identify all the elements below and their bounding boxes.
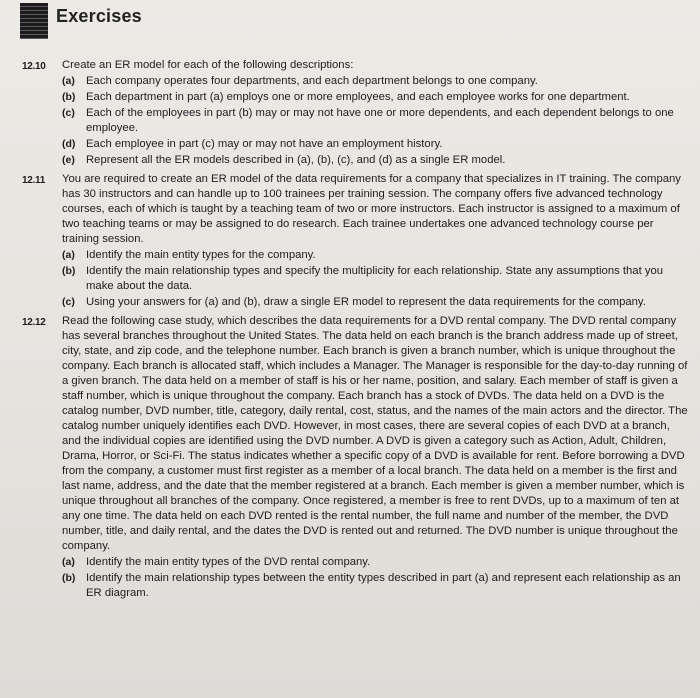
exercise-part	[62, 106, 690, 136]
exercise-12-12	[22, 314, 690, 601]
part-label: (d)	[62, 138, 76, 150]
exercise-part	[62, 137, 690, 152]
part-label: (c)	[62, 296, 75, 308]
part-text: Represent all the ER models described in (a), (b), (c), and (d) as a single ER model.	[86, 154, 506, 166]
exercise-12-10	[22, 58, 690, 168]
part-label: (c)	[62, 107, 75, 119]
section-marker-bar	[20, 3, 48, 39]
exercise-12-11	[22, 172, 690, 310]
exercise-number: 12.12	[22, 317, 46, 328]
exercise-intro: You are required to create an ER model of the data requirements for a company that specializes in IT training. The company has 30 instructors and can handle up to 100 trainees per training session. The company offers five advanced technology courses, each of which is taught by a teaching team of two or more instructors. Each instructor is assigned to a maximum of two teaching teams or may be assigned to do research. Each trainee undertakes one advanced technology course per training session.	[62, 173, 681, 245]
exercise-number: 12.11	[22, 175, 45, 186]
part-label: (b)	[62, 91, 76, 103]
part-text: Identify the main entity types of the DVD rental company.	[86, 556, 371, 568]
part-label: (b)	[62, 265, 76, 277]
exercise-part	[62, 264, 690, 294]
part-text: Each of the employees in part (b) may or may not have one or more dependents, and each dependent belongs to one employee.	[86, 107, 674, 134]
exercise-part	[62, 74, 690, 89]
part-text: Each employee in part (c) may or may not have an employment history.	[86, 138, 443, 150]
exercise-part	[62, 571, 690, 601]
part-text: Using your answers for (a) and (b), draw a single ER model to represent the data requirements for the company.	[86, 296, 646, 308]
part-label: (a)	[62, 249, 75, 261]
part-text: Each department in part (a) employs one or more employees, and each employee works for one department.	[86, 91, 630, 103]
part-label: (e)	[62, 154, 75, 166]
exercise-part	[62, 153, 690, 168]
exercise-part	[62, 295, 690, 310]
part-label: (a)	[62, 556, 75, 568]
exercise-list	[22, 58, 690, 605]
part-label: (a)	[62, 75, 75, 87]
exercise-part	[62, 248, 690, 263]
exercise-intro: Read the following case study, which describes the data requirements for a DVD rental company. The DVD rental company has several branches throughout the United States. The data held on each branch is the branch address made up of street, city, state, and zip code, and the telephone number. Each branch is given a branch number, which is unique throughout the company. Each branch is allocated staff, which includes a Manager. The Manager is responsible for the day-to-day running of a given branch. The data held on a member of staff is his or her name, position, and salary. Each member of staff is given a staff number, which is unique throughout the company. Each branch has a stock of DVDs. The data held on a DVD is the catalog number, DVD number, title, category, daily rental, cost, status, and the names of the main actors and the director. The catalog number uniquely identifies each DVD. However, in most cases, there are several copies of each DVD at a branch, and the individual copies are identified using the DVD number. A DVD is given a category such as Action, Adult, Children, Drama, Horror, or Sci-Fi. The status indicates whether a specific copy of a DVD is available for rent. Before borrowing a DVD from the company, a customer must first register as a member of a local branch. The data held on a member is the first and last name, address, and the date that the member registered at a branch. Each member is given a member number, which is unique throughout all branches of the company. Once registered, a member is free to rent DVDs, up to a maximum of ten at any one time. The data held on each DVD rented is the rental number, the full name and number of the member, the DVD number, title, and daily rental, and the dates the DVD is rented out and returned. The DVD number is unique throughout the company.	[62, 315, 688, 552]
part-text: Identify the main relationship types and specify the multiplicity for each relationship. State any assumptions that you make about the data.	[86, 265, 664, 292]
part-text: Identify the main relationship types between the entity types described in part (a) and represent each relationship as an ER diagram.	[86, 572, 681, 599]
exercise-intro: Create an ER model for each of the following descriptions:	[62, 59, 354, 71]
part-label: (b)	[62, 572, 76, 584]
exercise-part	[62, 90, 690, 105]
part-text: Each company operates four departments, and each department belongs to one company.	[86, 75, 538, 87]
exercise-part	[62, 555, 690, 570]
part-text: Identify the main entity types for the company.	[86, 249, 316, 261]
page-title: Exercises	[56, 6, 142, 26]
exercise-number: 12.10	[22, 61, 46, 72]
